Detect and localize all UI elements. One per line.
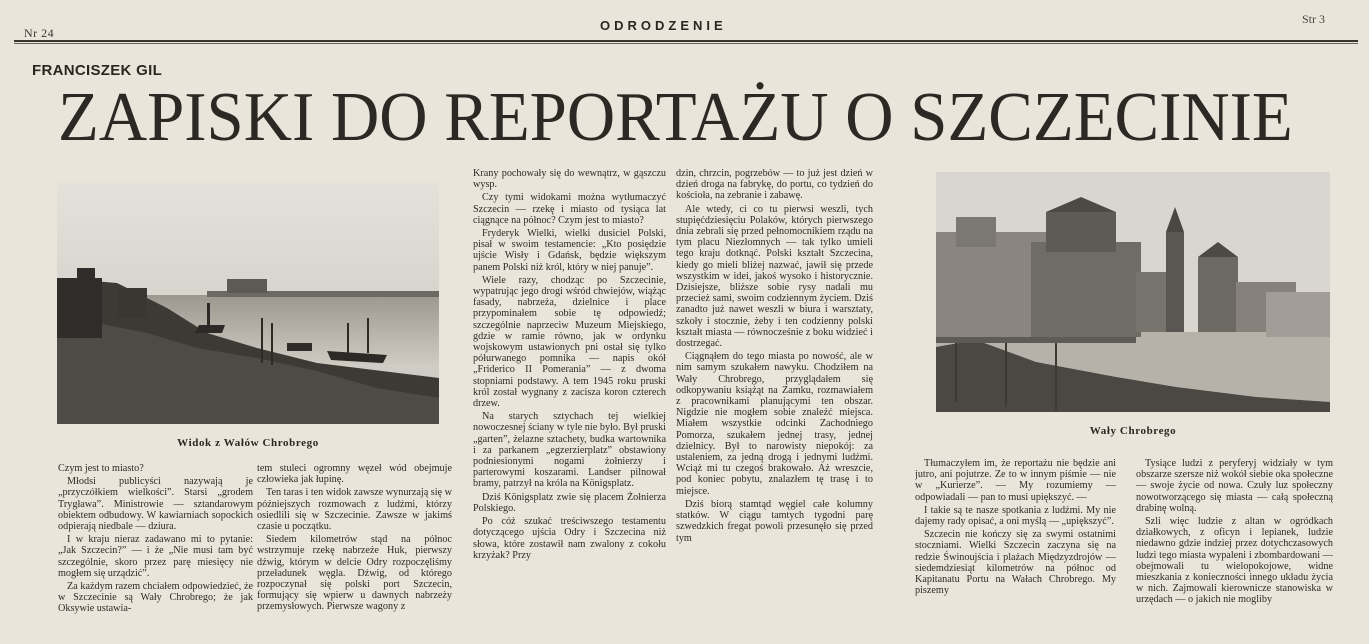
page-number: Str 3 xyxy=(1302,12,1326,26)
paragraph: Krany pochowały się do wewnątrz, w gąszczu wysp. xyxy=(473,168,666,191)
paragraph: Ciągnąłem do tego miasta po nowość, ale w nim samym szukałem nawyku. Chodziłem na Wały Chrobrego, przyglądałem się odkopywaniu książąt na Zamku, rozmawiałem z pracownikami planującymi ten obszar. Nigdzie nie mogłem sobie znaleźć miejsca. Miałem wszystkie odcinki Zachodniego Pomorza, szukałem jednej trasy, jednej dzielnicy. Był to narowisty niepokój: za ustaleniem, za jedną drogą i jednymi ludźmi. Wciąż mi tu czegoś brakowało. Aż wreszcie, pod koniec pobytu, znalazłem tę trasę i to miejsce. xyxy=(676,351,873,497)
buildings-photo-icon xyxy=(936,172,1330,412)
author-name: FRANCISZEK GIL xyxy=(32,62,163,79)
header-rule xyxy=(14,40,1358,42)
paragraph: Fryderyk Wielki, wielki dusiciel Polski, pisał w swoim testamencie: „Kto posiędzie ujście Wisły i Gdańsk, będzie większym panem Polski niż król, który w niej panuje”. xyxy=(473,228,666,273)
paragraph: Tłumaczyłem im, że reportażu nie będzie ani jutro, ani pojutrze. Ze to w innym piśmie — nie w „Kurierze”. — My rozumiemy — odpowiadali — pan to musi upiększyć. — xyxy=(915,458,1116,503)
text-column-2 xyxy=(257,463,452,644)
buildings-photo xyxy=(936,172,1330,412)
text-column-3 xyxy=(473,168,666,644)
paragraph: Dziś biorą stamtąd węgiel całe kolumny statków. W ciągu tamtych tygodni parę szwedzkich fregat powoli przesunęło się przed tym xyxy=(676,498,873,544)
harbor-photo xyxy=(57,183,439,424)
paragraph: Po cóż szukać treściwszego testamentu dotyczącego ujścia Odry i Szczecina niż słowa, które zostawił nam zwalony z cokołu krzyżak? Przy xyxy=(473,516,666,561)
paragraph: Młodsi publicyści nazywają je „przyczółkiem wielkości”. Starsi „grodem Trygława”. Ministrowie — sztandarowym obiektem odbudowy. W kawiarniach sopockich odpierają niedbale — dziura. xyxy=(58,476,253,533)
paragraph: Ale wtedy, ci co tu pierwsi weszli, tych stupięćdziesięciu Polaków, których pierwszego dnia zebrali się przed pełnomocnikiem rządu na tym placu Niezłomnych — tak tylko umieli tego kraju dotknąć. Polski kształt Szczecina, kiedy go mieli bliżej nazwać, jawił się przede wszystkim w idei, jakoś wysoko i historycznie. Dzisiejsze, bliższe sobie rysy nadali mu przecież sami, swoim codziennym życiem. Dziś zanadto już nawet weszli w biura i warsztaty, szkoły i stocznie, żeby i ten codzienny polski kształt miasta — równocześnie z boku widzieć i dostrzegać. xyxy=(676,203,873,350)
text-column-4 xyxy=(676,168,873,644)
issue-number: Nr 24 xyxy=(24,26,55,40)
paragraph: Tysiące ludzi z peryferyj widziały w tym obszarze szersze niż wokół siebie oka społeczne — swoje życie od nowa. Czuły luz społeczny nowotworzącego się miasta — całą społeczną drabinę wolną. xyxy=(1136,458,1333,514)
paragraph: I takie są te nasze spotkania z ludźmi. My nie dajemy rady opisać, a oni myślą — „upiększyć”. xyxy=(915,504,1116,528)
paragraph: Wiele razy, chodząc po Szczecinie, wypatrując jego drogi wśród chwiejów, wiążąc fasady, nabrzeża, dzielnice i place przypominałem sobie tę odpowiedź; szczególnie naprzeciw Muzeum Miejskiego, gdzie w ramie równo, jak w ordynku wojskowym ustawionych pni ostał się tylko półurwanego pomnika — napis okół „Friderico II Pomerania” — z dwoma stopniami podstawy. A tem 1945 roku pruski król został wygnany z zacisza koron czterech drzew. xyxy=(473,274,666,410)
harbor-photo-icon xyxy=(57,183,439,424)
paragraph: Czym jest to miasto? xyxy=(58,463,144,474)
text-column-6 xyxy=(1136,458,1333,644)
header-rule-thin xyxy=(14,43,1358,44)
paragraph: dzin, chrzcin, pogrzebów — to już jest dzień w dzień droga na fabrykę, do portu, co tydzień do kościoła, na zebranie i zabawę. xyxy=(676,168,873,202)
article-title: ZAPISKI DO REPORTAŻU O SZCZECINIE xyxy=(58,79,1293,156)
paragraph: Na starych sztychach tej wielkiej nowoczesnej ściany w tyle nie było. Był pruski „garten”, żelazne sztachety, budka wartownika i za parkanem „egzerzierplatz” obstawiony podniesionymi nogami żołnierzy i parterowymi koszarami. Landser pilnował bramy, patrzył na króla na Königsplatz. xyxy=(473,411,666,490)
paragraph: Dziś Königsplatz zwie się placem Żołnierza Polskiego. xyxy=(473,491,666,514)
photo-caption-buildings: Wały Chrobrego xyxy=(1089,425,1177,437)
paragraph: Ten taras i ten widok zawsze wynurzają się w późniejszych rozmowach z ludźmi, którzy osiedlili się w Szczecinie. Zawsze w jakimś czasie u początku. xyxy=(257,487,452,533)
photo-caption-harbor: Widok z Wałów Chrobrego xyxy=(177,437,319,449)
text-column-1 xyxy=(58,463,253,644)
paragraph: Za każdym razem chciałem odpowiedzieć, że w Szczecinie są Wały Chrobrego; że jak Oksywie ustawia- xyxy=(58,581,253,615)
paragraph: Siedem kilometrów stąd na północ wstrzymuje rzekę nabrzeże Huk, pierwszy dźwig, którym w delcie Odry rozpoczęliśmy przeładunek węgla. Dźwig, od którego rozpoczynał się polski port Szczecin, formujący się wpierw u dawnych nabrzeży przemysłowych. Pierwsze wagony z xyxy=(257,534,452,613)
text-column-5 xyxy=(915,458,1116,644)
paragraph: I w kraju nieraz zadawano mi to pytanie: „Jak Szczecin?” — i że „Nie musi tam być szczególnie, skoro przez parę miesięcy nie mogłem się urządzić”. xyxy=(58,534,253,579)
paragraph: Czy tymi widokami można wytłumaczyć Szczecin — rzekę i miasto od tysiąca lat ciągnące na północ? Czym jest to miasto? xyxy=(473,192,666,226)
paragraph: Szczecin nie kończy się za swymi ostatnimi stoczniami. Wielki Szczecin zaczyna się na redzie Świnoujścia i plażach Międzyzdrojów — siedemdziesiąt kilometrów na północ od Kapitanatu Portu na Wałach Chrobrego. My piszemy xyxy=(915,529,1116,597)
paragraph: tem stuleci ogromny węzeł wód obejmuje człowieka jak łupinę. xyxy=(257,463,452,486)
masthead: ODRODZENIE xyxy=(600,18,727,33)
paragraph: Szli więc ludzie z altan w ogródkach działkowych, z oficyn i lepianek, ludzie niedawno gdzie indziej przez dotychczasowych ludzi tego miasta wypaleni i zbombardowani — obejmowali tu wielopokojowe, widne mieszkania z konieczności innego układu życia w nich. Zajmowali kierownicze stanowiska w urzędach — o jakich nie mogliby xyxy=(1136,516,1333,606)
